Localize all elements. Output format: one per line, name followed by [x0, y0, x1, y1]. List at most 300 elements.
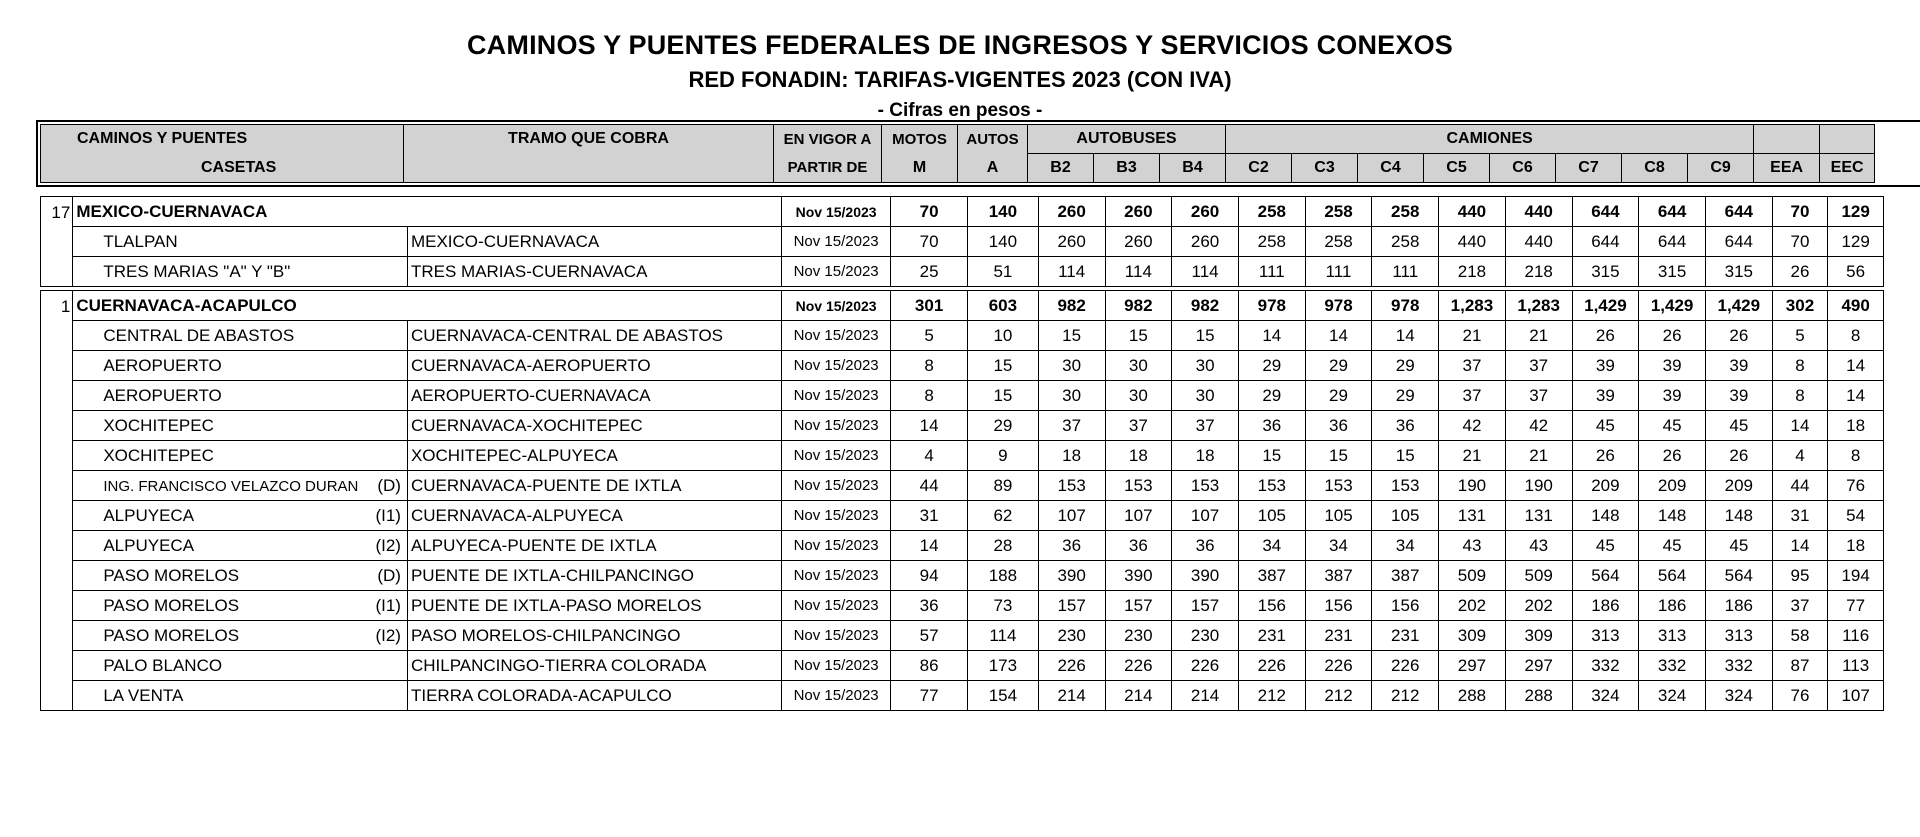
tariff-cell: 212: [1305, 681, 1372, 711]
direction-code: (I1): [375, 596, 401, 615]
section-total-cell: 260: [1172, 197, 1239, 227]
tariff-cell: 36: [1105, 531, 1172, 561]
header-caminos: CAMINOS Y PUENTES: [41, 125, 404, 154]
caseta-name: AEROPUERTO: [103, 385, 222, 405]
section-header-row: [41, 197, 1884, 227]
section-total-cell: 1,283: [1505, 291, 1572, 321]
table-row: [41, 441, 1884, 471]
tramo-name: PASO MORELOS-CHILPANCINGO: [407, 621, 781, 651]
tariff-cell: 95: [1772, 561, 1828, 591]
header-col-c5: C5: [1424, 154, 1490, 183]
header-col-eec: EEC: [1820, 154, 1875, 183]
tariff-cell: 190: [1439, 471, 1506, 501]
tariff-cell: 231: [1372, 621, 1439, 651]
header-camiones: CAMIONES: [1226, 125, 1754, 154]
document-subtitle: RED FONADIN: TARIFAS-VIGENTES 2023 (CON IVA): [688, 67, 1232, 92]
tariff-cell: 45: [1705, 411, 1772, 441]
header-tramo: TRAMO QUE COBRA: [404, 125, 774, 154]
tariff-cell: 390: [1172, 561, 1239, 591]
tariff-cell: 5: [891, 321, 968, 351]
tariff-cell: 214: [1105, 681, 1172, 711]
direction-code: (D): [377, 476, 401, 495]
table-row: [41, 411, 1884, 441]
row-date: Nov 15/2023: [782, 321, 891, 351]
tariff-cell: 116: [1828, 621, 1884, 651]
tariff-cell: 113: [1828, 651, 1884, 681]
tramo-name: CUERNAVACA-PUENTE DE IXTLA: [407, 471, 781, 501]
tariff-cell: 332: [1705, 651, 1772, 681]
caseta-name: LA VENTA: [103, 685, 184, 705]
tariff-cell: 57: [891, 621, 968, 651]
header-casetas: CASETAS: [41, 154, 404, 183]
tariff-cell: 387: [1238, 561, 1305, 591]
tariff-cell: 260: [1038, 227, 1105, 257]
tariff-cell: 29: [1238, 351, 1305, 381]
tariff-cell: 26: [1639, 441, 1706, 471]
section-total-cell: 644: [1639, 197, 1706, 227]
tariff-cell: 15: [1105, 321, 1172, 351]
table-row: [41, 561, 1884, 591]
tariff-cell: 29: [1372, 381, 1439, 411]
tariff-cell: 30: [1105, 351, 1172, 381]
tariff-cell: 324: [1572, 681, 1639, 711]
tariff-cell: 297: [1505, 651, 1572, 681]
section-total-cell: 978: [1372, 291, 1439, 321]
tariff-cell: 30: [1172, 351, 1239, 381]
tariff-cell: 390: [1105, 561, 1172, 591]
tariff-cell: 70: [891, 227, 968, 257]
table-row: [41, 351, 1884, 381]
caseta-name: XOCHITEPEC: [103, 445, 214, 465]
tariff-cell: 45: [1572, 531, 1639, 561]
tariff-cell: 39: [1639, 381, 1706, 411]
tariff-cell: 15: [1172, 321, 1239, 351]
tariff-cell: 44: [891, 471, 968, 501]
section-total-cell: 129: [1828, 197, 1884, 227]
table-row: [41, 321, 1884, 351]
tariff-cell: 89: [968, 471, 1039, 501]
tariff-cell: 18: [1828, 531, 1884, 561]
section-total-cell: 982: [1105, 291, 1172, 321]
tariff-cell: 186: [1639, 591, 1706, 621]
table-row: [41, 227, 1884, 257]
tariff-cell: 9: [968, 441, 1039, 471]
table-header: [40, 124, 1920, 183]
tariff-cell: 111: [1238, 257, 1305, 287]
table-row: [41, 501, 1884, 531]
tariff-cell: 105: [1305, 501, 1372, 531]
header-autos: AUTOS: [958, 125, 1028, 154]
row-date: Nov 15/2023: [782, 351, 891, 381]
caseta-name: PASO MORELOS: [103, 625, 240, 645]
header-col-c2: C2: [1226, 154, 1292, 183]
tariff-cell: 387: [1372, 561, 1439, 591]
section-name: CUERNAVACA-ACAPULCO: [73, 291, 782, 321]
tariff-cell: 37: [1105, 411, 1172, 441]
tariff-cell: 31: [1772, 501, 1828, 531]
tariff-cell: 230: [1172, 621, 1239, 651]
tariff-cell: 15: [968, 351, 1039, 381]
tariff-cell: 34: [1305, 531, 1372, 561]
tariff-cell: 440: [1439, 227, 1506, 257]
tariff-cell: 44: [1772, 471, 1828, 501]
tariff-cell: 14: [1772, 531, 1828, 561]
tariff-cell: 39: [1572, 381, 1639, 411]
tariff-cell: 37: [1772, 591, 1828, 621]
row-date: Nov 15/2023: [782, 257, 891, 287]
tariff-cell: 186: [1572, 591, 1639, 621]
tariff-cell: 218: [1505, 257, 1572, 287]
row-date: Nov 15/2023: [782, 591, 891, 621]
document-title: CAMINOS Y PUENTES FEDERALES DE INGRESOS Y SERVICIOS CONEXOS: [466, 30, 1454, 60]
table-row: [41, 591, 1884, 621]
tariff-cell: 8: [1828, 441, 1884, 471]
header-autobuses: AUTOBUSES: [1028, 125, 1226, 154]
tariff-cell: 129: [1828, 227, 1884, 257]
section-number: 17: [41, 197, 73, 287]
tariff-cell: 258: [1238, 227, 1305, 257]
header-col-c4: C4: [1358, 154, 1424, 183]
section-total-cell: 982: [1172, 291, 1239, 321]
tariff-cell: 332: [1572, 651, 1639, 681]
tariff-cell: 212: [1238, 681, 1305, 711]
direction-code: (I2): [375, 626, 401, 645]
tariff-cell: 10: [968, 321, 1039, 351]
tariff-cell: 21: [1439, 441, 1506, 471]
header-col-b4: B4: [1160, 154, 1226, 183]
header-col-c6: C6: [1490, 154, 1556, 183]
tariff-cell: 315: [1705, 257, 1772, 287]
table-row: [41, 381, 1884, 411]
tariff-cell: 226: [1172, 651, 1239, 681]
tariff-cell: 39: [1639, 351, 1706, 381]
row-date: Nov 15/2023: [782, 441, 891, 471]
tariff-cell: 644: [1572, 227, 1639, 257]
tariff-cell: 15: [1038, 321, 1105, 351]
tariff-cell: 107: [1172, 501, 1239, 531]
row-date: Nov 15/2023: [782, 471, 891, 501]
tariff-cell: 34: [1372, 531, 1439, 561]
caseta-name: XOCHITEPEC: [103, 415, 214, 435]
tariff-cell: 36: [1172, 531, 1239, 561]
tariff-cell: 14: [1372, 321, 1439, 351]
tariff-cell: 14: [1828, 381, 1884, 411]
tariff-cell: 8: [1772, 351, 1828, 381]
tariff-cell: 564: [1705, 561, 1772, 591]
tramo-name: CUERNAVACA-ALPUYECA: [407, 501, 781, 531]
tariff-cell: 114: [968, 621, 1039, 651]
tariff-cell: 14: [1828, 351, 1884, 381]
header-col-c7: C7: [1556, 154, 1622, 183]
section-mexico-cuernavaca: [40, 196, 1884, 287]
tariff-cell: 8: [891, 381, 968, 411]
tariff-cell: 260: [1172, 227, 1239, 257]
tariff-cell: 94: [891, 561, 968, 591]
tariff-cell: 260: [1105, 227, 1172, 257]
section-total-cell: 260: [1038, 197, 1105, 227]
tariff-cell: 58: [1772, 621, 1828, 651]
tariff-cell: 56: [1828, 257, 1884, 287]
tariff-cell: 107: [1105, 501, 1172, 531]
section-total-cell: 440: [1505, 197, 1572, 227]
caseta-name: PASO MORELOS: [103, 595, 240, 615]
tariff-cell: 297: [1439, 651, 1506, 681]
tariff-cell: 15: [1305, 441, 1372, 471]
row-date: Nov 15/2023: [782, 411, 891, 441]
tariff-cell: 62: [968, 501, 1039, 531]
tariff-cell: 14: [1238, 321, 1305, 351]
caseta-name: ING. FRANCISCO VELAZCO DURAN: [103, 477, 359, 495]
direction-code: (I2): [375, 536, 401, 555]
tariff-cell: 153: [1238, 471, 1305, 501]
tariff-cell: 111: [1372, 257, 1439, 287]
tariff-cell: 43: [1439, 531, 1506, 561]
tariff-cell: 26: [1572, 321, 1639, 351]
tramo-name: CHILPANCINGO-TIERRA COLORADA: [407, 651, 781, 681]
tariff-cell: 51: [968, 257, 1039, 287]
row-date: Nov 15/2023: [782, 531, 891, 561]
tariff-cell: 148: [1639, 501, 1706, 531]
row-date: Nov 15/2023: [782, 561, 891, 591]
tariff-cell: 154: [968, 681, 1039, 711]
tariff-cell: 8: [1772, 381, 1828, 411]
tariff-cell: 37: [1038, 411, 1105, 441]
tariff-cell: 18: [1038, 441, 1105, 471]
section-name: MEXICO-CUERNAVACA: [73, 197, 782, 227]
tramo-name: XOCHITEPEC-ALPUYECA: [407, 441, 781, 471]
section-total-cell: 982: [1038, 291, 1105, 321]
tariff-cell: 45: [1572, 411, 1639, 441]
tariff-cell: 332: [1639, 651, 1706, 681]
tariff-cell: 26: [1772, 257, 1828, 287]
tariff-cell: 131: [1505, 501, 1572, 531]
section-cuernavaca-acapulco: [40, 290, 1884, 711]
tariff-cell: 30: [1038, 351, 1105, 381]
section-total-cell: 603: [968, 291, 1039, 321]
section-total-cell: 260: [1105, 197, 1172, 227]
tariff-cell: 39: [1705, 381, 1772, 411]
tariff-cell: 105: [1372, 501, 1439, 531]
tariff-cell: 70: [1772, 227, 1828, 257]
tariff-cell: 226: [1305, 651, 1372, 681]
caseta-name: ALPUYECA: [103, 535, 195, 555]
tariff-cell: 644: [1639, 227, 1706, 257]
tariff-cell: 509: [1439, 561, 1506, 591]
tariff-cell: 107: [1828, 681, 1884, 711]
tariff-cell: 313: [1639, 621, 1706, 651]
tariff-cell: 26: [1705, 441, 1772, 471]
tariff-cell: 87: [1772, 651, 1828, 681]
tariff-cell: 315: [1639, 257, 1706, 287]
caseta-name: ALPUYECA: [103, 505, 195, 525]
tariff-cell: 29: [1372, 351, 1439, 381]
tariff-cell: 288: [1439, 681, 1506, 711]
tariff-cell: 114: [1038, 257, 1105, 287]
tariff-cell: 313: [1572, 621, 1639, 651]
table-row: [41, 681, 1884, 711]
tariff-cell: 29: [1238, 381, 1305, 411]
tariff-cell: 86: [891, 651, 968, 681]
section-total-cell: 258: [1238, 197, 1305, 227]
tramo-name: TRES MARIAS-CUERNAVACA: [407, 257, 781, 287]
tariff-cell: 212: [1372, 681, 1439, 711]
row-date: Nov 15/2023: [782, 501, 891, 531]
header-col-eea: EEA: [1754, 154, 1820, 183]
tariff-cell: 226: [1238, 651, 1305, 681]
tariff-cell: 186: [1705, 591, 1772, 621]
tariff-cell: 153: [1105, 471, 1172, 501]
section-total-cell: 978: [1238, 291, 1305, 321]
tariff-cell: 156: [1372, 591, 1439, 621]
tariff-cell: 28: [968, 531, 1039, 561]
header-a: A: [958, 154, 1028, 183]
row-date: Nov 15/2023: [782, 227, 891, 257]
table-row: [41, 471, 1884, 501]
tariff-cell: 37: [1439, 351, 1506, 381]
tariff-cell: 315: [1572, 257, 1639, 287]
tariff-cell: 73: [968, 591, 1039, 621]
tariff-cell: 173: [968, 651, 1039, 681]
tariff-cell: 148: [1705, 501, 1772, 531]
caseta-name: PALO BLANCO: [103, 655, 223, 675]
tariff-cell: 36: [1372, 411, 1439, 441]
tariff-cell: 14: [1305, 321, 1372, 351]
tariff-cell: 390: [1038, 561, 1105, 591]
tariff-cell: 114: [1105, 257, 1172, 287]
tariff-cell: 226: [1372, 651, 1439, 681]
section-total-cell: 978: [1305, 291, 1372, 321]
section-total-cell: 440: [1439, 197, 1506, 227]
tariff-cell: 288: [1505, 681, 1572, 711]
section-total-cell: 258: [1305, 197, 1372, 227]
section-header-row: [41, 291, 1884, 321]
tariff-cell: 140: [968, 227, 1039, 257]
tariff-cell: 15: [1372, 441, 1439, 471]
tramo-name: CUERNAVACA-AEROPUERTO: [407, 351, 781, 381]
tariff-cell: 37: [1505, 351, 1572, 381]
header-vigor-2: PARTIR DE: [774, 154, 882, 183]
tariff-cell: 77: [891, 681, 968, 711]
section-total-cell: 302: [1772, 291, 1828, 321]
tariff-cell: 5: [1772, 321, 1828, 351]
tariff-cell: 148: [1572, 501, 1639, 531]
tariff-cell: 509: [1505, 561, 1572, 591]
table-row: [41, 257, 1884, 287]
tariff-cell: 76: [1828, 471, 1884, 501]
header-m: M: [882, 154, 958, 183]
tariff-cell: 209: [1705, 471, 1772, 501]
tariff-cell: 157: [1038, 591, 1105, 621]
tramo-name: PUENTE DE IXTLA-CHILPANCINGO: [407, 561, 781, 591]
direction-code: (D): [377, 566, 401, 585]
tariff-cell: 25: [891, 257, 968, 287]
tariff-cell: 29: [1305, 351, 1372, 381]
tramo-name: PUENTE DE IXTLA-PASO MORELOS: [407, 591, 781, 621]
tariff-cell: 564: [1572, 561, 1639, 591]
tariff-cell: 42: [1439, 411, 1506, 441]
table-row: [41, 621, 1884, 651]
tariff-cell: 21: [1439, 321, 1506, 351]
tariff-cell: 45: [1705, 531, 1772, 561]
header-blank-eea: [1754, 125, 1820, 154]
tariff-cell: 39: [1572, 351, 1639, 381]
tariff-cell: 77: [1828, 591, 1884, 621]
tramo-name: AEROPUERTO-CUERNAVACA: [407, 381, 781, 411]
caseta-name: AEROPUERTO: [103, 355, 222, 375]
tariff-cell: 105: [1238, 501, 1305, 531]
header-col-b2: B2: [1028, 154, 1094, 183]
tariff-cell: 36: [1038, 531, 1105, 561]
tariff-cell: 15: [1238, 441, 1305, 471]
tariff-cell: 202: [1505, 591, 1572, 621]
tariff-cell: 26: [1705, 321, 1772, 351]
tariff-cell: 564: [1639, 561, 1706, 591]
header-col-c8: C8: [1622, 154, 1688, 183]
section-date: Nov 15/2023: [782, 197, 891, 227]
tariff-cell: 440: [1505, 227, 1572, 257]
tariff-cell: 14: [891, 411, 968, 441]
tariff-cell: 54: [1828, 501, 1884, 531]
tariff-cell: 309: [1439, 621, 1506, 651]
section-total-cell: 1,429: [1572, 291, 1639, 321]
tariff-cell: 15: [968, 381, 1039, 411]
tariff-cell: 37: [1439, 381, 1506, 411]
direction-code: (I1): [375, 506, 401, 525]
tariff-cell: 21: [1505, 321, 1572, 351]
header-tramo-blank: [404, 154, 774, 183]
tariff-cell: 644: [1705, 227, 1772, 257]
tariff-cell: 153: [1172, 471, 1239, 501]
header-blank-eec: [1820, 125, 1875, 154]
tariff-cell: 14: [1772, 411, 1828, 441]
tariff-cell: 231: [1238, 621, 1305, 651]
tramo-name: TIERRA COLORADA-ACAPULCO: [407, 681, 781, 711]
section-total-cell: 644: [1705, 197, 1772, 227]
tariff-cell: 202: [1439, 591, 1506, 621]
section-total-cell: 490: [1828, 291, 1884, 321]
tariff-cell: 153: [1372, 471, 1439, 501]
row-date: Nov 15/2023: [782, 381, 891, 411]
header-vigor-1: EN VIGOR A: [774, 125, 882, 154]
section-total-cell: 70: [1772, 197, 1828, 227]
tariff-cell: 18: [1172, 441, 1239, 471]
tariff-cell: 214: [1038, 681, 1105, 711]
row-date: Nov 15/2023: [782, 621, 891, 651]
tariff-cell: 226: [1038, 651, 1105, 681]
tariff-cell: 76: [1772, 681, 1828, 711]
caseta-name: TLALPAN: [103, 231, 178, 251]
row-date: Nov 15/2023: [782, 651, 891, 681]
section-total-cell: 258: [1372, 197, 1439, 227]
tariff-cell: 258: [1305, 227, 1372, 257]
tariff-cell: 214: [1172, 681, 1239, 711]
row-date: Nov 15/2023: [782, 681, 891, 711]
section-total-cell: 301: [891, 291, 968, 321]
tariff-cell: 107: [1038, 501, 1105, 531]
tariff-cell: 30: [1038, 381, 1105, 411]
tariff-cell: 30: [1172, 381, 1239, 411]
tariff-cell: 26: [1639, 321, 1706, 351]
tariff-cell: 156: [1305, 591, 1372, 621]
tramo-name: MEXICO-CUERNAVACA: [407, 227, 781, 257]
section-total-cell: 140: [968, 197, 1039, 227]
tariff-cell: 42: [1505, 411, 1572, 441]
tariff-cell: 8: [891, 351, 968, 381]
tariff-cell: 226: [1105, 651, 1172, 681]
section-total-cell: 1,429: [1639, 291, 1706, 321]
tariff-cell: 36: [1305, 411, 1372, 441]
tariff-cell: 313: [1705, 621, 1772, 651]
